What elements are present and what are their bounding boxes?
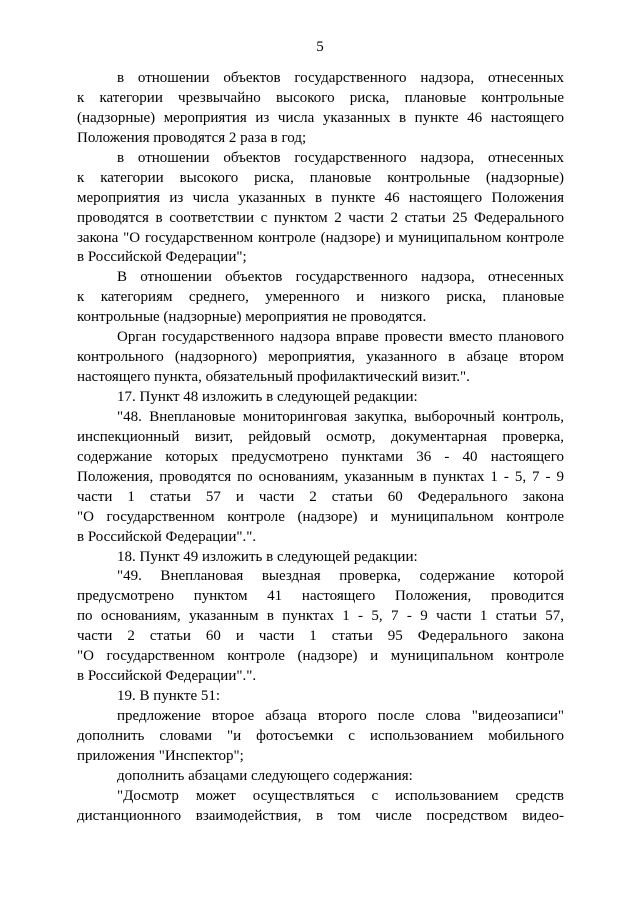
text-line: к категории чрезвычайно высокого риска, плановые контрольные: [77, 89, 564, 106]
text-line: настоящего пункта, обязательный профилактический визит.".: [77, 369, 470, 386]
text-line: закона "О государственном контроле (надзоре) и муниципальном контроле: [77, 229, 564, 246]
text-line: "О государственном контроле (надзоре) и муниципальном контроле: [77, 508, 564, 525]
text-line: дистанционного взаимодействия, в том числе посредством видео-: [77, 807, 564, 824]
text-line: в Российской Федерации";: [77, 249, 247, 266]
text-line: части 1 статьи 57 и части 2 статьи 60 Федерального закона: [77, 488, 564, 505]
text-line: 18. Пункт 49 изложить в следующей редакции:: [117, 548, 418, 565]
text-line: 17. Пункт 48 изложить в следующей редакции:: [117, 389, 418, 405]
text-line: "49. Внеплановая выездная проверка, содержание которой: [117, 568, 564, 585]
text-line: (надзорные) мероприятия из числа указанных в пункте 46 настоящего: [77, 109, 564, 126]
text-line: мероприятия из числа указанных в пункте 46 настоящего Положения: [77, 189, 564, 206]
text-line: "48. Внеплановые мониторинговая закупка, выборочный контроль,: [117, 408, 564, 425]
text-line: приложения "Инспектор";: [77, 747, 244, 764]
text-line: в отношении объектов государственного надзора, отнесенных: [117, 70, 564, 86]
text-line: дополнить словами "и фотосъемки с использованием мобильного: [77, 727, 564, 744]
text-line: "О государственном контроле (надзоре) и муниципальном контроле: [77, 648, 564, 665]
text-line: в Российской Федерации".".: [77, 528, 257, 545]
text-line: предложение второе абзаца второго после слова "видеозаписи": [117, 708, 564, 724]
text-line: дополнить абзацами следующего содержания:: [117, 767, 413, 784]
text-line: к категории высокого риска, плановые контрольные (надзорные): [77, 169, 564, 186]
text-line: Положения, проводятся по основаниям, указанным в пунктах 1 - 5, 7 - 9: [77, 468, 564, 485]
text-line: в отношении объектов государственного надзора, отнесенных: [117, 149, 564, 166]
text-line: по основаниям, указанным в пунктах 1 - 5, 7 - 9 части 1 статьи 57,: [77, 608, 564, 625]
text-line: В отношении объектов государственного надзора, отнесенных: [117, 269, 564, 286]
text-line: содержание которых предусмотрено пунктами 36 - 40 настоящего: [77, 448, 564, 465]
text-line: "Досмотр может осуществляться с использованием средств: [117, 787, 564, 804]
text-line: Положения проводятся 2 раза в год;: [77, 129, 307, 146]
text-line: контрольные (надзорные) мероприятия не проводятся.: [77, 309, 427, 326]
text-line: предусмотрено пунктом 41 настоящего Положения, проводится: [77, 588, 564, 605]
text-line: инспекционный визит, рейдовый осмотр, документарная проверка,: [77, 428, 564, 445]
text-line: Орган государственного надзора вправе провести вместо планового: [117, 329, 564, 346]
document-body: [77, 69, 564, 827]
text-line: в Российской Федерации".".: [77, 668, 257, 685]
page-number: 5: [316, 39, 324, 55]
text-line: части 2 статьи 60 и части 1 статьи 95 Федерального закона: [77, 628, 564, 645]
text-line: контрольного (надзорного) мероприятия, указанного в абзаце втором: [77, 349, 564, 366]
text-line: 19. В пункте 51:: [117, 688, 221, 705]
text-line: проводятся в соответствии с пунктом 2 части 2 статьи 25 Федерального: [77, 209, 564, 226]
text-line: к категориям среднего, умеренного и низкого риска, плановые: [77, 289, 564, 306]
